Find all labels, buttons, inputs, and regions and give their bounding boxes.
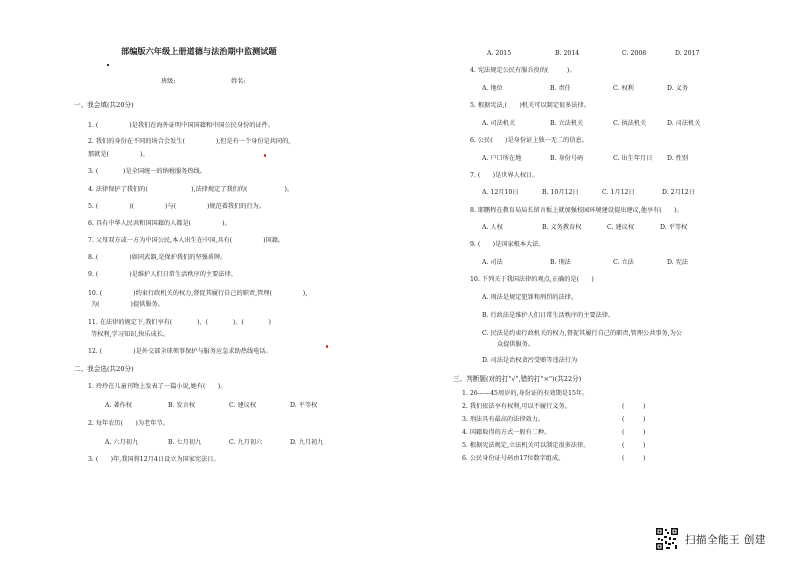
s2-option: B. 立法机关 bbox=[550, 120, 584, 127]
s2-option: A. 户口所在地 bbox=[482, 155, 522, 162]
s1-item: 2. 我们的身份在不同的场合会发生( ),但是有一个身份是共同的, bbox=[88, 138, 291, 145]
s2-option: C. 出生年月日 bbox=[613, 155, 653, 162]
s2-question: 6. 公民( )是身份证上独一无二的信息。 bbox=[470, 137, 588, 144]
s2-option: D. 平等权 bbox=[290, 402, 318, 409]
s2-option: D. 司法机关 bbox=[667, 120, 701, 127]
s2-option: C. 建议权 bbox=[607, 224, 635, 231]
section3-heading: 三、判断题(对的打"√",错的打"×")(共22分) bbox=[453, 375, 582, 383]
s2-option: A. 人权 bbox=[482, 224, 503, 231]
qr-code-icon bbox=[655, 527, 679, 551]
s2-option: B. 10月12日 bbox=[542, 189, 579, 196]
s2-option: A. 司法机关 bbox=[482, 120, 516, 127]
s1-item: 4. 法律保护了我们的( ),法律规定了我们的( )。 bbox=[88, 186, 294, 193]
section1-heading: 一、我会填(共20分) bbox=[74, 101, 134, 109]
s2-option: B. 义务教育权 bbox=[542, 224, 582, 231]
s2-option: A. 著作权 bbox=[105, 402, 132, 409]
s2-option: D. 平等权 bbox=[660, 224, 688, 231]
s1-item: 那就是( )。 bbox=[88, 151, 149, 158]
s3-item: 3. 刑法具有最高的法律效力。 bbox=[462, 416, 545, 423]
watermark-text: 扫描全能王 创建 bbox=[685, 534, 766, 546]
s2-option: A. 12月10日 bbox=[482, 189, 519, 196]
s2-option: A. 2015 bbox=[487, 50, 512, 57]
s3-item: 2. 我们依法享有权利,可以不履行义务。 bbox=[462, 403, 571, 410]
s2-option: D. 九月初九 bbox=[290, 439, 324, 446]
s2-question: 7. ( )是世界人权日。 bbox=[470, 172, 539, 179]
s1-item: 10. ( )约束行政机关的权力,督促其履行自己的职责,管理( ), bbox=[88, 290, 308, 297]
s2-option: B. 责任 bbox=[550, 85, 571, 92]
s2-option: D. 宪法 bbox=[667, 259, 689, 266]
s1-item: 9. ( )是维护人们日常生活秩序的主要法律。 bbox=[88, 271, 237, 278]
s3-answer-blank: ( ) bbox=[622, 403, 646, 410]
s2-question: 9. ( )是国家根本大法。 bbox=[470, 241, 545, 248]
section2-heading: 二、我会选(共20分) bbox=[74, 365, 134, 373]
s2-option: A. 六月初九 bbox=[105, 439, 139, 446]
s2-option: C. 建议权 bbox=[229, 402, 257, 409]
s2-option: 众提供服务。 bbox=[497, 341, 535, 348]
s1-item: 3. ( )是全国统一的纳税服务热线。 bbox=[88, 168, 206, 175]
s2-option: D. 2月12日 bbox=[662, 189, 695, 196]
s2-question: 3. ( )年,我国将12月4日设立为国家宪法日。 bbox=[88, 456, 220, 463]
s2-question: 10. 下列关于我国法律的观点,正确的是( ) bbox=[470, 276, 594, 283]
s1-item: 6. 具有中华人民共和国国籍的人都是( )。 bbox=[88, 220, 231, 227]
s3-item: 4. 国籍取得的方式一般有二种。 bbox=[462, 429, 551, 436]
s2-option: D. 司法是治权贪污受贿等违法行为 bbox=[482, 357, 578, 364]
s2-option: C. 2008 bbox=[622, 50, 647, 57]
s1-item: 等权利,学习知识,快乐成长。 bbox=[91, 331, 170, 338]
exam-title: 部编版六年级上册道德与法治期中监测试题 bbox=[121, 46, 277, 56]
s1-item: 5. ( )( )与( )规范着我们的行为。 bbox=[88, 203, 266, 210]
s2-question: 8. 耶鹏程在教育局局长留言板上就加强校园环境建设提出建议,他享有( )。 bbox=[470, 207, 683, 214]
speck bbox=[107, 64, 109, 66]
s2-option: B. 发言权 bbox=[168, 402, 196, 409]
s2-option: B. 2014 bbox=[555, 50, 580, 57]
s2-option: B. 身份号码 bbox=[550, 155, 584, 162]
s2-question: 1. 玲玲在儿童刊物上发表了一篇小说,她有( )。 bbox=[88, 383, 227, 390]
s2-option: D. 性别 bbox=[667, 155, 689, 162]
s3-item: 1. 26——45周岁的,身份证的有效期是15年。 bbox=[462, 390, 589, 397]
s2-option: C. 1月12日 bbox=[602, 189, 635, 196]
s1-item: 为( )提供服务。 bbox=[91, 301, 164, 308]
s2-option: B. 行政法是维护人们日常生活秩序的主要法律。 bbox=[482, 312, 615, 319]
s1-item: 12. ( )是外交部全球领事保护与服务应急求助热线电话。 bbox=[88, 348, 272, 355]
red-mark bbox=[264, 154, 266, 157]
s3-answer-blank: ( ) bbox=[622, 442, 646, 449]
s3-answer-blank: ( ) bbox=[622, 416, 646, 423]
s1-item: 11. 在法律的规定下,我们享有( )、( )、( ) bbox=[88, 319, 271, 326]
name-label: 姓名: bbox=[231, 78, 246, 85]
s2-option: C. 执法机关 bbox=[613, 120, 647, 127]
s2-option: D. 2017 bbox=[675, 50, 700, 57]
s2-option: B. 刑法 bbox=[550, 259, 571, 266]
s2-option: A. 司法 bbox=[482, 259, 503, 266]
s2-option: A. 刑法是规定犯罪和刑罚的法律。 bbox=[482, 294, 578, 301]
s2-question: 5. 根据宪法,( )机关可以制定很多法律。 bbox=[470, 102, 590, 109]
s1-item: 1. ( )是我们在海外证明中国国籍和中国公民身份的证件。 bbox=[88, 122, 274, 129]
s3-item: 5. 根据宪法规定,立法机关可以制定很多法律。 bbox=[462, 442, 590, 449]
s2-option: A. 地位 bbox=[482, 85, 503, 92]
s2-option: C. 民法是约束行政机关的权力,督促其履行自己的职责,管理公共事务,为公 bbox=[482, 330, 682, 337]
s3-answer-blank: ( ) bbox=[622, 429, 646, 436]
s2-option: C. 权利 bbox=[613, 85, 634, 92]
class-label: 班级: bbox=[161, 78, 176, 85]
s1-item: 8. ( )如同武器,是保护我们的坚强盾牌。 bbox=[88, 254, 227, 261]
s2-option: B. 七月初九 bbox=[168, 439, 202, 446]
s2-option: C. 立法 bbox=[613, 259, 634, 266]
red-mark bbox=[326, 345, 328, 348]
s2-question: 4. 宪法规定公民有服兵役的( )。 bbox=[470, 67, 576, 74]
s3-answer-blank: ( ) bbox=[622, 455, 646, 462]
s2-option: D. 义务 bbox=[667, 85, 689, 92]
s3-item: 6. 公民身份证号码由17位数字组成。 bbox=[462, 455, 565, 462]
s2-question: 2. 每年农历( )为老年节。 bbox=[88, 420, 169, 427]
s1-item: 7. 父母双方或一方为中国公民,本人出生在中国,具有( )国籍。 bbox=[88, 237, 285, 244]
s2-option: C. 九月初六 bbox=[229, 439, 263, 446]
